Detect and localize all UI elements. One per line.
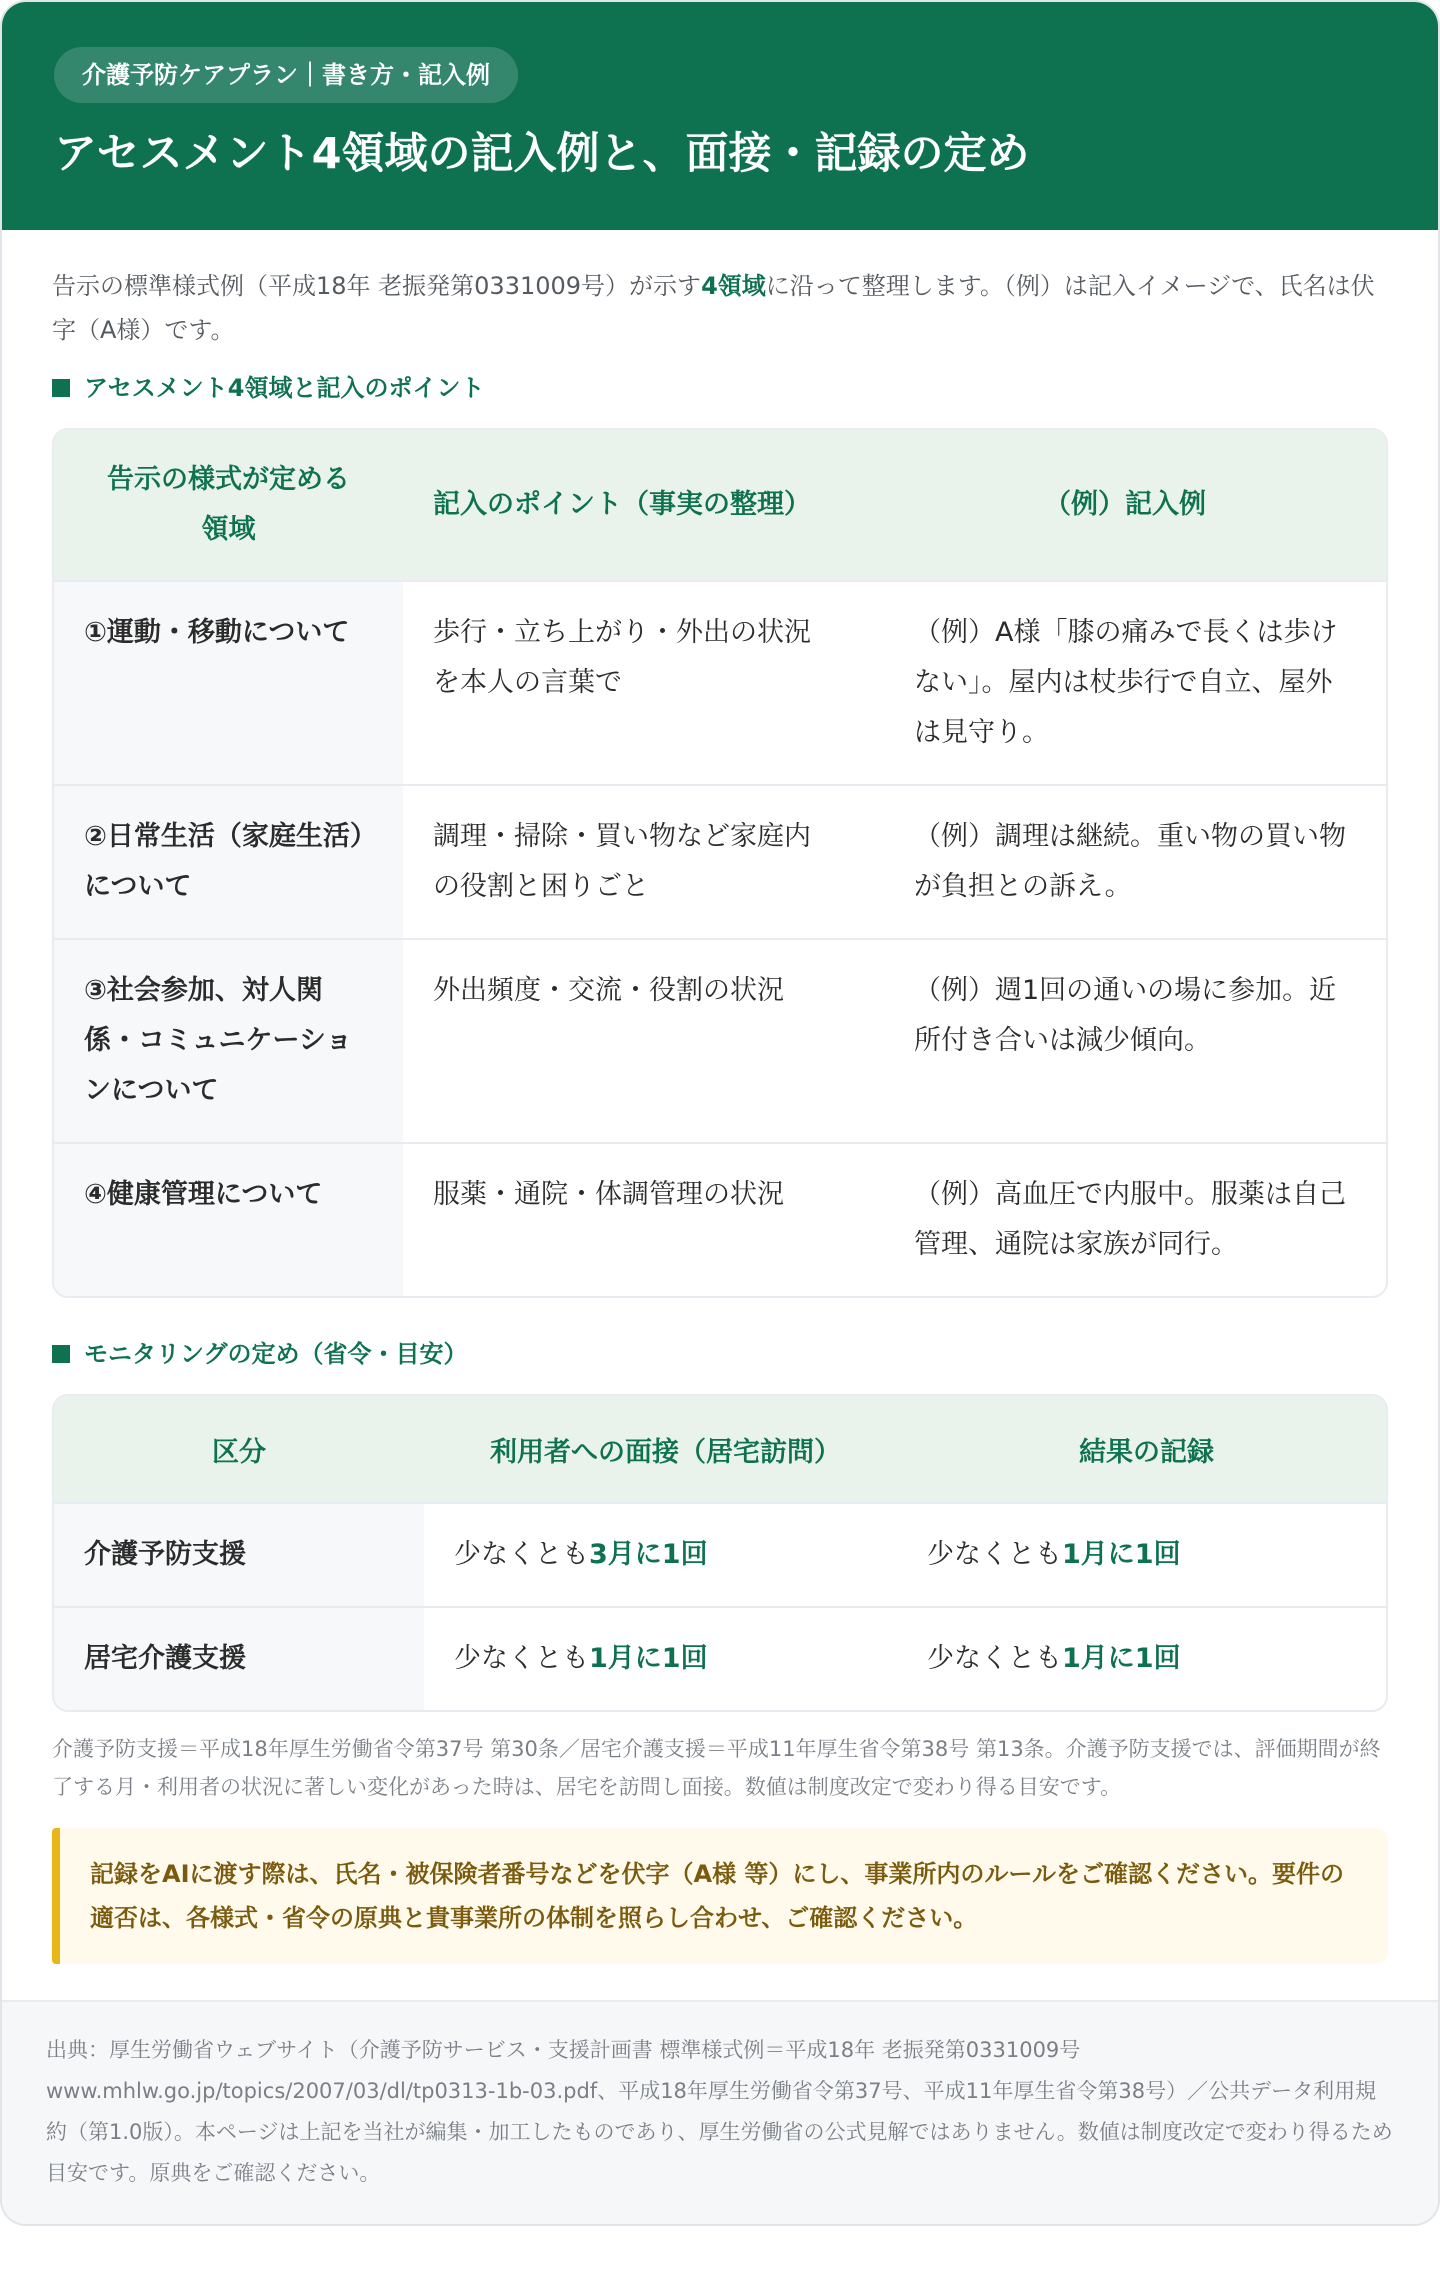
main-content	[52, 230, 1388, 1964]
assessment-header-point: 記入のポイント（事実の整理）	[403, 430, 864, 581]
assessment-point-cell: 外出頻度・交流・役割の状況	[403, 939, 864, 1143]
interview-value: 3月に1回	[589, 1539, 708, 1570]
assessment-example-cell: （例）A様「膝の痛みで長くは歩けない」。屋内は杖歩行で自立、屋外は見守り。	[864, 581, 1386, 785]
interview-prefix: 少なくとも	[454, 1643, 589, 1674]
monitoring-table	[54, 1396, 1386, 1710]
table-row	[54, 939, 1386, 1143]
assessment-domain-cell: ①運動・移動について	[54, 581, 403, 785]
monitoring-section-label: モニタリングの定め（省令・目安）	[84, 1340, 468, 1368]
assessment-point-cell: 歩行・立ち上がり・外出の状況を本人の言葉で	[403, 581, 864, 785]
record-value: 1月に1回	[1062, 1539, 1181, 1570]
intro-before: 告示の標準様式例（平成18年 老振発第0331009号）が示す	[52, 272, 702, 300]
privacy-alert: 記録をAIに渡す際は、氏名・被保険者番号などを伏字（A様 等）にし、事業所内のルールをご確認ください。要件の適否は、各様式・省令の原典と貴事業所の体制を照らし合わせ、ご確認ください。	[52, 1828, 1388, 1964]
assessment-example-cell: （例）週1回の通いの場に参加。近所付き合いは減少傾向。	[864, 939, 1386, 1143]
interview-value: 1月に1回	[589, 1643, 708, 1674]
monitoring-table-container	[52, 1394, 1388, 1712]
table-row	[54, 785, 1386, 939]
assessment-header-domain: 告示の様式が定める領域	[54, 430, 403, 581]
monitoring-category-cell: 居宅介護支援	[54, 1607, 424, 1710]
record-prefix: 少なくとも	[927, 1643, 1062, 1674]
square-bullet-icon	[52, 1345, 70, 1363]
assessment-header-example: （例）記入例	[864, 430, 1386, 581]
source-footer	[2, 2000, 1438, 2226]
interview-prefix: 少なくとも	[454, 1539, 589, 1570]
assessment-section-title	[52, 370, 1388, 406]
record-prefix: 少なくとも	[927, 1539, 1062, 1570]
monitoring-note: 介護予防支援＝平成18年厚生労働省令第37号 第30条／居宅介護支援＝平成11年厚生省令第38号 第13条。介護予防支援では、評価期間が終了する月・利用者の状況に著しい変化があった時は、居宅を訪問し面接。数値は制度改定で変わり得る目安です。	[52, 1737, 1381, 1799]
monitoring-section-title	[52, 1336, 1388, 1372]
category-pill: 介護予防ケアプラン｜書き方・記入例	[54, 47, 518, 103]
assessment-point-cell: 調理・掃除・買い物など家庭内の役割と困りごと	[403, 785, 864, 939]
monitoring-category-cell: 介護予防支援	[54, 1503, 424, 1607]
assessment-table	[54, 430, 1386, 1296]
assessment-point-cell: 服薬・通院・体調管理の状況	[403, 1143, 864, 1296]
monitoring-header-row	[54, 1396, 1386, 1503]
monitoring-interview-cell	[424, 1503, 907, 1607]
table-row	[54, 1607, 1386, 1710]
table-row	[54, 581, 1386, 785]
monitoring-interview-cell	[424, 1607, 907, 1710]
square-bullet-icon	[52, 379, 70, 397]
assessment-section-label: アセスメント4領域と記入のポイント	[84, 374, 485, 402]
assessment-domain-cell: ③社会参加、対人関係・コミュニケーションについて	[54, 939, 403, 1143]
monitoring-record-cell	[907, 1503, 1386, 1607]
assessment-example-cell: （例）調理は継続。重い物の買い物が負担との訴え。	[864, 785, 1386, 939]
monitoring-record-cell	[907, 1607, 1386, 1710]
assessment-header-row	[54, 430, 1386, 581]
page-header	[2, 2, 1438, 230]
monitoring-header-category: 区分	[54, 1396, 424, 1503]
table-row	[54, 1143, 1386, 1296]
monitoring-header-record: 結果の記録	[907, 1396, 1386, 1503]
source-citation: 出典：厚生労働省ウェブサイト（介護予防サービス・支援計画書 標準様式例＝平成18年 老振発第0331009号 www.mhlw.go.jp/topics/2007/03/dl/tp0313-1b-03.pdf、平成18年厚生労働省令第37号、平成11年厚生省令第38号）／公共データ利用規約（第1.0版）。本ページは上記を当社が編集・加工したものであり、厚生労働省の公式見解ではありません。数値は制度改定で変わり得るため目安です。原典をご確認ください。	[46, 2038, 1393, 2185]
record-value: 1月に1回	[1062, 1643, 1181, 1674]
assessment-table-container	[52, 428, 1388, 1298]
intro-highlight: 4領域	[701, 272, 766, 300]
intro-after: に沿って整理します。（例）は記入イメージで、氏名は伏字（A様）です。	[52, 272, 1375, 344]
assessment-example-cell: （例）高血圧で内服中。服薬は自己管理、通院は家族が同行。	[864, 1143, 1386, 1296]
assessment-domain-cell: ④健康管理について	[54, 1143, 403, 1296]
intro-text	[52, 264, 1388, 352]
table-row	[54, 1503, 1386, 1607]
monitoring-header-interview: 利用者への面接（居宅訪問）	[424, 1396, 907, 1503]
page-title: アセスメント4領域の記入例と、面接・記録の定め	[54, 129, 1030, 179]
assessment-domain-cell: ②日常生活（家庭生活）について	[54, 785, 403, 939]
